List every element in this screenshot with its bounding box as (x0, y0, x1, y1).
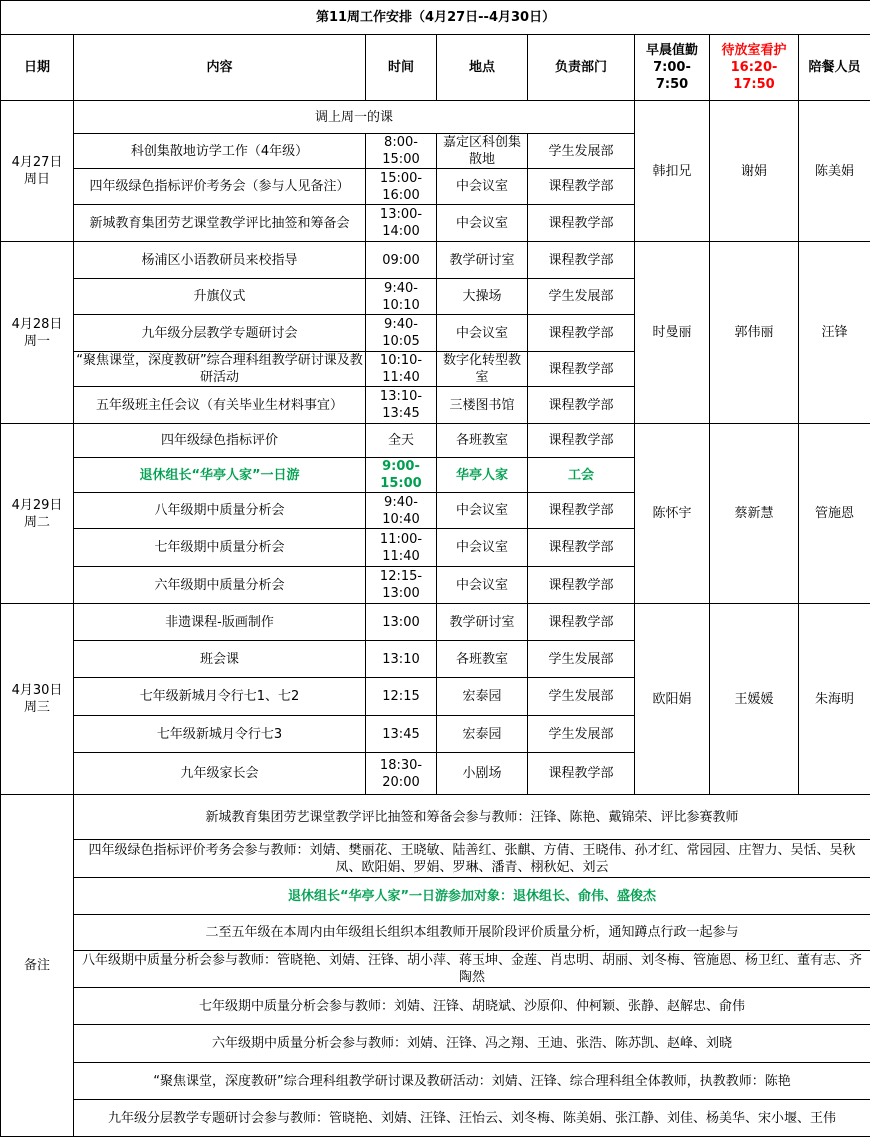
content-cell: 九年级分层教学专题研讨会 (74, 315, 366, 352)
content-cell: 七年级期中质量分析会 (74, 529, 366, 567)
content-cell: 四年级绿色指标评价考务会（参与人见备注） (74, 169, 366, 205)
header-row (1, 35, 870, 101)
place-cell: 中会议室 (437, 205, 528, 242)
weekday-label: 周日 (24, 172, 50, 187)
table-row (1, 424, 870, 458)
table-row (1, 242, 870, 279)
dept-cell: 工会 (528, 458, 635, 493)
header-afterschool (710, 35, 799, 101)
header-meal: 陪餐人员 (799, 35, 870, 101)
weekday-label: 周二 (24, 515, 50, 530)
dept-cell: 课程教学部 (528, 753, 635, 795)
dept-cell: 课程教学部 (528, 604, 635, 641)
time-cell: 13:00-14:00 (366, 205, 437, 242)
remark-item: “聚焦课堂，深度教研”综合理科组教学研讨课及教研活动：刘婧、汪锋、综合理科组全体教师，执教教师：陈艳 (74, 1063, 870, 1100)
dept-cell: 学生发展部 (528, 678, 635, 716)
header-content: 内容 (74, 35, 366, 101)
dept-cell: 课程教学部 (528, 529, 635, 567)
meal-cell: 汪锋 (799, 242, 870, 424)
dept-cell: 课程教学部 (528, 424, 635, 458)
place-cell: 小剧场 (437, 753, 528, 795)
place-cell: 嘉定区科创集散地 (437, 134, 528, 169)
time-cell: 12:15 (366, 678, 437, 716)
remark-item: 九年级分层教学专题研讨会参与教师：管晓艳、刘婧、汪锋、汪怡云、刘冬梅、陈美娟、张江静、刘佳、杨美华、宋小堰、王伟 (74, 1100, 870, 1137)
place-cell: 中会议室 (437, 567, 528, 604)
content-cell: 升旗仪式 (74, 279, 366, 315)
remark-item: 退休组长“华亭人家”一日游参加对象：退休组长、俞伟、盛俊杰 (74, 878, 870, 915)
remark-item: 四年级绿色指标评价考务会参与教师：刘婧、樊丽花、王晓敏、陆善红、张麒、方倩、王晓伟、孙才红、常园园、庄智力、吴恬、吴秋凤、欧阳娟、罗娟、罗琳、潘青、栩秋妃、刘云 (74, 840, 870, 878)
morning-duty-cell: 时曼丽 (635, 242, 710, 424)
date-cell (1, 604, 74, 795)
day-note: 调上周一的课 (74, 101, 635, 134)
remark-row (1, 915, 870, 951)
morning-duty-cell: 陈怀宇 (635, 424, 710, 604)
time-cell: 13:45 (366, 716, 437, 753)
afterschool-cell: 谢娟 (710, 101, 799, 242)
place-cell: 中会议室 (437, 493, 528, 529)
dept-cell: 学生发展部 (528, 134, 635, 169)
place-cell: 宏泰园 (437, 716, 528, 753)
time-cell: 9:40-10:05 (366, 315, 437, 352)
place-cell: 中会议室 (437, 169, 528, 205)
date-cell (1, 101, 74, 242)
date-cell (1, 424, 74, 604)
place-cell: 中会议室 (437, 315, 528, 352)
header-dept: 负责部门 (528, 35, 635, 101)
remark-row (1, 951, 870, 988)
dept-cell: 学生发展部 (528, 279, 635, 315)
place-cell: 华亭人家 (437, 458, 528, 493)
content-cell: 五年级班主任会议（有关毕业生材料事宜） (74, 387, 366, 424)
remark-item: 八年级期中质量分析会参与教师：管晓艳、刘婧、汪锋、胡小萍、蒋玉坤、金莲、肖忠明、胡丽、刘冬梅、管施恩、杨卫红、董有志、齐陶然 (74, 951, 870, 988)
remark-item: 新城教育集团劳艺课堂教学评比抽签和筹备会参与教师：汪锋、陈艳、戴锦荣、评比参赛教师 (74, 795, 870, 840)
header-afterschool-label: 待放室看护 (721, 43, 786, 58)
remarks-label: 备注 (1, 795, 74, 1137)
afterschool-cell: 王媛媛 (710, 604, 799, 795)
content-cell: 九年级家长会 (74, 753, 366, 795)
dept-cell: 课程教学部 (528, 493, 635, 529)
remark-row (1, 1063, 870, 1100)
meal-cell: 朱海明 (799, 604, 870, 795)
date-label: 4月30日 (12, 683, 63, 698)
remark-row (1, 878, 870, 915)
date-label: 4月29日 (12, 498, 63, 513)
dept-cell: 课程教学部 (528, 205, 635, 242)
page-title: 第11周工作安排（4月27日--4月30日） (1, 1, 870, 35)
time-cell: 10:10-11:40 (366, 352, 437, 387)
table-row (1, 604, 870, 641)
table-row (1, 101, 870, 134)
remark-item: 七年级期中质量分析会参与教师：刘婧、汪锋、胡晓斌、沙原仰、仲柯颖、张静、赵解忠、俞伟 (74, 988, 870, 1025)
afterschool-cell: 郭伟丽 (710, 242, 799, 424)
remark-row (1, 840, 870, 878)
remark-row (1, 795, 870, 840)
time-cell: 8:00-15:00 (366, 134, 437, 169)
afterschool-cell: 蔡新慧 (710, 424, 799, 604)
header-time: 时间 (366, 35, 437, 101)
header-morning-time: 7:00-7:50 (653, 60, 691, 92)
time-cell: 12:15-13:00 (366, 567, 437, 604)
date-label: 4月27日 (12, 155, 63, 170)
place-cell: 教学研讨室 (437, 242, 528, 279)
content-cell: 非遗课程-版画制作 (74, 604, 366, 641)
weekday-label: 周三 (24, 700, 50, 715)
dept-cell: 课程教学部 (528, 242, 635, 279)
time-cell: 18:30-20:00 (366, 753, 437, 795)
header-afterschool-time: 16:20-17:50 (731, 60, 778, 92)
place-cell: 大操场 (437, 279, 528, 315)
dept-cell: 课程教学部 (528, 315, 635, 352)
date-label: 4月28日 (12, 317, 63, 332)
time-cell: 全天 (366, 424, 437, 458)
header-morning-label: 早晨值勤 (646, 43, 698, 58)
dept-cell: 学生发展部 (528, 641, 635, 678)
weekday-label: 周一 (24, 334, 50, 349)
place-cell: 中会议室 (437, 529, 528, 567)
remark-row (1, 1025, 870, 1063)
header-morning-duty (635, 35, 710, 101)
meal-cell: 管施恩 (799, 424, 870, 604)
time-cell: 9:00-15:00 (366, 458, 437, 493)
content-cell: 七年级新城月令行七3 (74, 716, 366, 753)
remark-item: 二至五年级在本周内由年级组长组织本组教师开展阶段评价质量分析，通知蹲点行政一起参与 (74, 915, 870, 951)
dept-cell: 学生发展部 (528, 716, 635, 753)
header-place: 地点 (437, 35, 528, 101)
remark-row (1, 988, 870, 1025)
content-cell: 班会课 (74, 641, 366, 678)
time-cell: 13:00 (366, 604, 437, 641)
place-cell: 三楼图书馆 (437, 387, 528, 424)
place-cell: 各班教室 (437, 424, 528, 458)
place-cell: 数字化转型教室 (437, 352, 528, 387)
time-cell: 9:40-10:40 (366, 493, 437, 529)
time-cell: 09:00 (366, 242, 437, 279)
content-cell: 八年级期中质量分析会 (74, 493, 366, 529)
place-cell: 宏泰园 (437, 678, 528, 716)
morning-duty-cell: 欧阳娟 (635, 604, 710, 795)
content-cell: 六年级期中质量分析会 (74, 567, 366, 604)
place-cell: 教学研讨室 (437, 604, 528, 641)
content-cell: 科创集散地访学工作（4年级） (74, 134, 366, 169)
time-cell: 13:10-13:45 (366, 387, 437, 424)
header-date: 日期 (1, 35, 74, 101)
content-cell: 杨浦区小语教研员来校指导 (74, 242, 366, 279)
time-cell: 13:10 (366, 641, 437, 678)
remark-row (1, 1100, 870, 1137)
time-cell: 15:00-16:00 (366, 169, 437, 205)
dept-cell: 课程教学部 (528, 567, 635, 604)
place-cell: 各班教室 (437, 641, 528, 678)
time-cell: 9:40-10:10 (366, 279, 437, 315)
content-cell: 四年级绿色指标评价 (74, 424, 366, 458)
morning-duty-cell: 韩扣兄 (635, 101, 710, 242)
dept-cell: 课程教学部 (528, 387, 635, 424)
date-cell (1, 242, 74, 424)
content-cell: 七年级新城月令行七1、七2 (74, 678, 366, 716)
dept-cell: 课程教学部 (528, 352, 635, 387)
dept-cell: 课程教学部 (528, 169, 635, 205)
remark-item: 六年级期中质量分析会参与教师：刘婧、汪锋、冯之翔、王迪、张浩、陈苏凯、赵峰、刘晓 (74, 1025, 870, 1063)
time-cell: 11:00-11:40 (366, 529, 437, 567)
content-cell: 退休组长“华亭人家”一日游 (74, 458, 366, 493)
meal-cell: 陈美娟 (799, 101, 870, 242)
content-cell: 新城教育集团劳艺课堂教学评比抽签和筹备会 (74, 205, 366, 242)
content-cell: “聚焦课堂，深度教研”综合理科组教学研讨课及教研活动 (74, 352, 366, 387)
